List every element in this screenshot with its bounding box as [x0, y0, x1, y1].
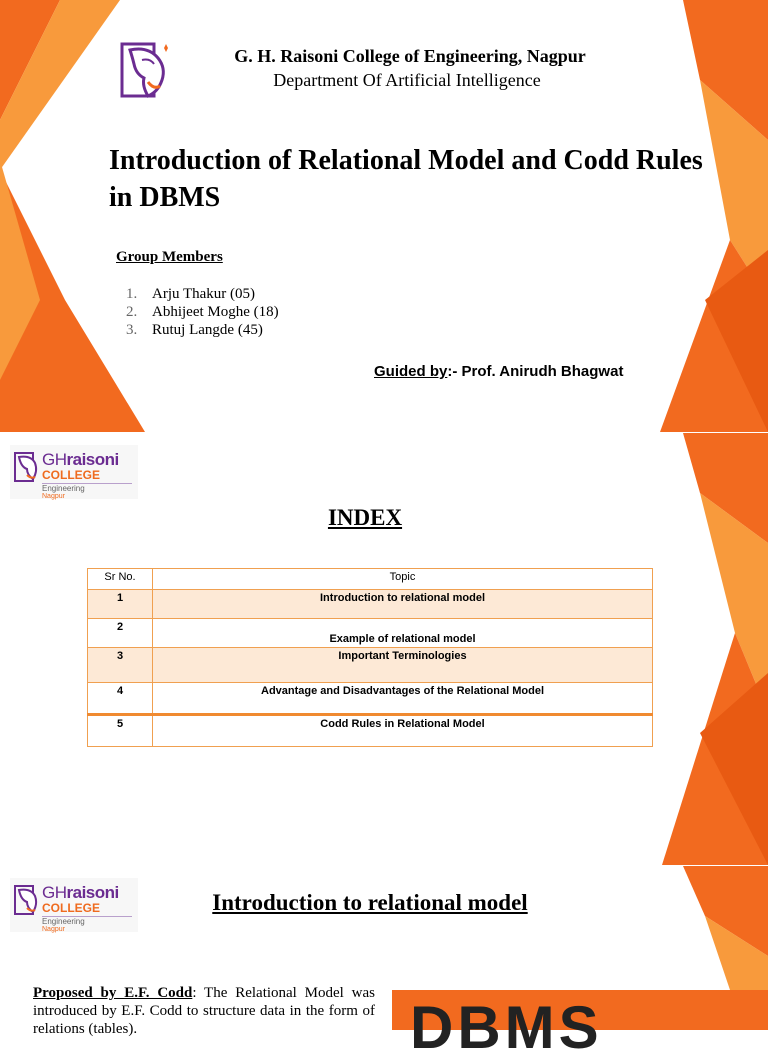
table-cell: 4: [88, 683, 153, 715]
dbms-image-text: DBMS: [410, 994, 603, 1061]
table-header-row: [88, 569, 653, 590]
guided-label: Guided by: [374, 363, 448, 380]
list-item: [126, 303, 279, 321]
paragraph-text: : The Relational Model was introduced by E.F. Codd to structure data in the form of relations (tables).: [33, 985, 375, 1037]
logo-engineering: Engineering: [42, 484, 85, 493]
table-cell: Advantage and Disadvantages of the Relational Model: [153, 683, 653, 715]
group-members-heading: Group Members: [116, 249, 223, 265]
index-title: INDEX: [327, 505, 403, 530]
list-number: 3.: [126, 322, 138, 338]
list-number: 1.: [126, 286, 138, 302]
logo-wordmark: GHraisoni: [42, 883, 119, 902]
section-title: Introduction to relational model: [212, 890, 528, 915]
logo-wordmark: GHraisoni: [42, 450, 119, 469]
lion-icon: [13, 884, 39, 918]
list-item: [126, 321, 279, 339]
index-table: [87, 568, 653, 747]
table-cell: 3: [88, 648, 153, 683]
member-name: Arju Thakur (05): [152, 286, 256, 302]
table-row: [88, 619, 653, 648]
guided-by: [374, 363, 623, 380]
guide-name: :- Prof. Anirudh Bhagwat: [447, 363, 624, 380]
title-slide: [0, 0, 768, 432]
intro-paragraph: [33, 984, 375, 1038]
table-cell: Example of relational model: [153, 619, 653, 648]
lion-icon: [13, 451, 39, 485]
table-cell: 5: [88, 715, 153, 747]
logo-city: Nagpur: [42, 926, 65, 933]
members-list: [126, 285, 279, 339]
table-cell: Introduction to relational model: [153, 590, 653, 619]
column-header: Topic: [153, 569, 653, 590]
table-cell: 1: [88, 590, 153, 619]
department-name: Department Of Artificial Intelligence: [273, 70, 541, 90]
table-row: [88, 648, 653, 683]
table-row: [88, 683, 653, 715]
column-header: Sr No.: [88, 569, 153, 590]
table-cell: Codd Rules in Relational Model: [153, 715, 653, 747]
member-name: Rutuj Langde (45): [152, 322, 263, 338]
logo-college: COLLEGE: [42, 901, 101, 915]
index-slide: [0, 433, 768, 865]
logo-college: COLLEGE: [42, 468, 101, 482]
gh-raisoni-logo: [10, 445, 138, 499]
logo-city: Nagpur: [42, 493, 65, 500]
table-row: [88, 715, 653, 747]
table-cell: 2: [88, 619, 153, 648]
intro-slide: [0, 866, 768, 1061]
table-row: [88, 590, 653, 619]
list-number: 2.: [126, 304, 138, 320]
table-cell: Important Terminologies: [153, 648, 653, 683]
paragraph-lead: Proposed by E.F. Codd: [33, 985, 193, 1001]
presentation-title: Introduction of Relational Model and Codd Rules in DBMS: [109, 145, 703, 213]
college-name: G. H. Raisoni College of Engineering, Nagpur: [234, 46, 586, 66]
member-name: Abhijeet Moghe (18): [152, 304, 279, 320]
gh-raisoni-logo: [10, 878, 138, 932]
list-item: [126, 285, 279, 303]
logo-engineering: Engineering: [42, 917, 85, 926]
